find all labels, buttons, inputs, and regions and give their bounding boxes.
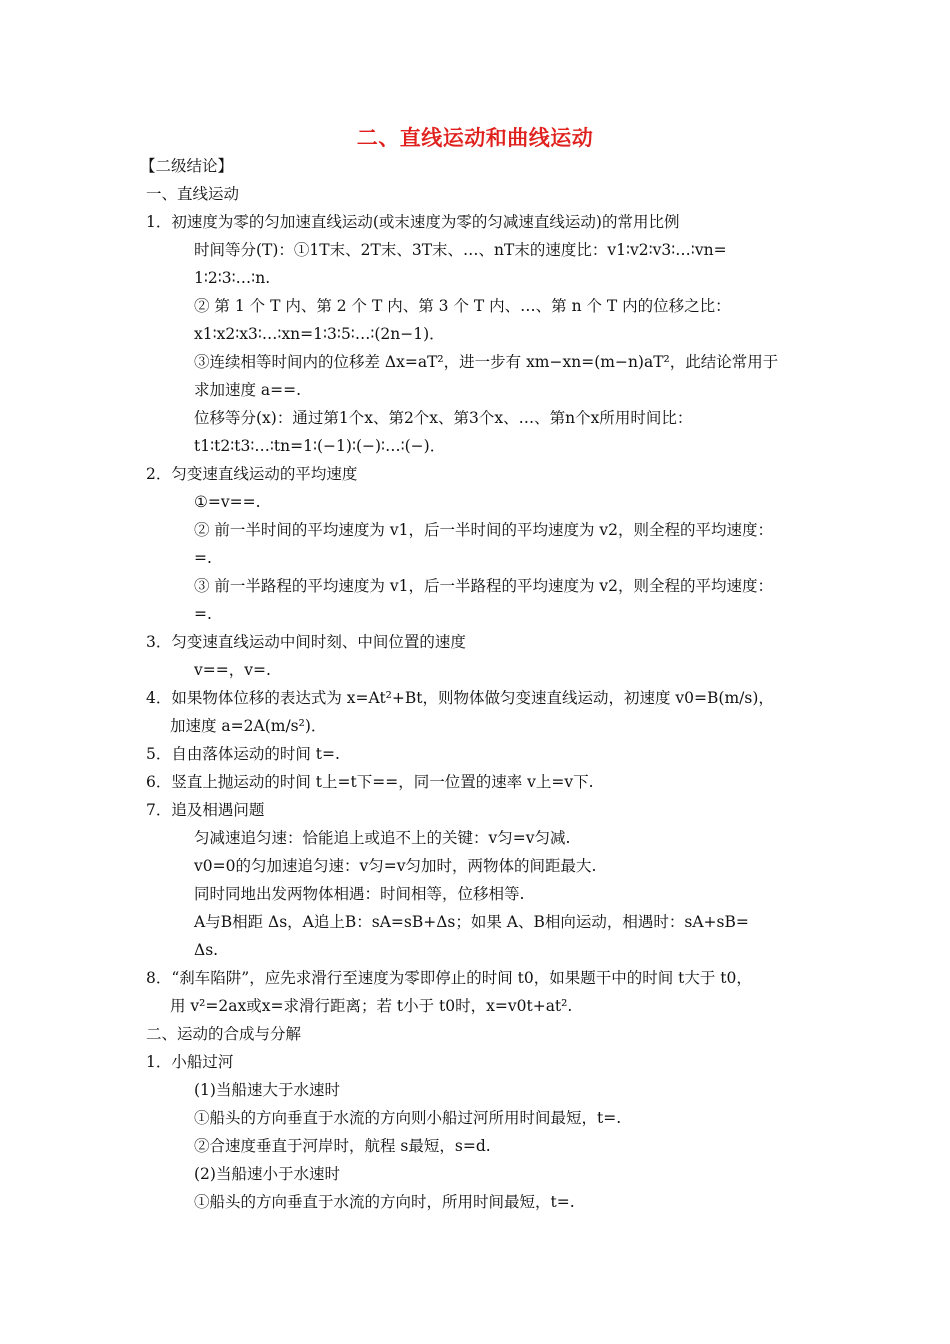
item-5: 5．自由落体运动的时间 t=.	[146, 745, 340, 763]
boat-case-1: (1)当船速大于水速时	[194, 1081, 340, 1099]
boat-case-1-shortest-time: ①船头的方向垂直于水流的方向则小船过河所用时间最短，t=.	[194, 1109, 622, 1127]
item-4-line1: 4．如果物体位移的表达式为 x=At²+Bt，则物体做匀变速直线运动，初速度 v0=B(m/s)，	[146, 689, 774, 707]
heading-composition: 二、运动的合成与分解	[146, 1025, 302, 1043]
item-2-half-time-line2: =.	[194, 549, 212, 567]
item-7-distance-line1: A与B相距 Δs，A追上B：sA=sB+Δs；如果 A、B相向运动，相遇时：sA+sB=	[194, 913, 749, 931]
item-7-same-start: 同时同地出发两物体相遇：时间相等，位移相等.	[194, 885, 525, 903]
item-1-heading: 1．初速度为零的匀加速直线运动(或末速度为零的匀减速直线运动)的常用比例	[146, 213, 680, 231]
item-1-displacement-ratio-line1: ② 第 1 个 T 内、第 2 个 T 内、第 3 个 T 内、…、第 n 个 T 内的位移之比：	[194, 297, 731, 315]
item-8-line1: 8．“刹车陷阱”，应先求滑行至速度为零即停止的时间 t0，如果题干中的时间 t大于 t0，	[146, 969, 752, 987]
item-8-line2: 用 v²=2ax或x=求滑行距离；若 t小于 t0时，x=v0t+at².	[170, 997, 573, 1015]
item-6: 6．竖直上抛运动的时间 t上=t下==，同一位置的速率 v上=v下.	[146, 773, 594, 791]
page-title: 二、直线运动和曲线运动	[356, 126, 594, 150]
heading-linear-motion: 一、直线运动	[146, 185, 240, 203]
item-1-difference-line1: ③连续相等时间内的位移差 Δx=aT²，进一步有 xm−xn=(m−n)aT²，此结论常用于	[194, 353, 779, 371]
item-3-formula: v==，v=.	[194, 661, 271, 679]
item-1-time-ratio-line1: 时间等分(T)：①1T末、2T末、3T末、…、nT末的速度比：v1∶v2∶v3∶…∶vn=	[194, 241, 727, 259]
item-2-formula: ①=v==.	[194, 493, 261, 511]
item-3-heading: 3．匀变速直线运动中间时刻、中间位置的速度	[146, 633, 466, 651]
item-7-distance-line2: Δs.	[194, 941, 219, 959]
item-7-accel-chase: v0=0的匀加速追匀速：v匀=v匀加时，两物体的间距最大.	[194, 857, 597, 875]
item-1-displacement-ratio-line2: x1∶x2∶x3∶…∶xn=1∶3∶5∶…∶(2n−1)．	[194, 325, 445, 343]
item-1-time-ratio-line2: 1∶2∶3∶…∶n.	[194, 269, 271, 287]
boat-case-1-shortest-path: ②合速度垂直于河岸时，航程 s最短，s=d.	[194, 1137, 491, 1155]
boat-heading: 1．小船过河	[146, 1053, 234, 1071]
item-7-decel-chase: 匀减速追匀速：恰能追上或追不上的关键：v匀=v匀减.	[194, 829, 571, 847]
item-7-heading: 7．追及相遇问题	[146, 801, 265, 819]
section-tag: 【二级结论】	[140, 157, 234, 175]
item-2-half-distance-line1: ③ 前一半路程的平均速度为 v1，后一半路程的平均速度为 v2，则全程的平均速度：	[194, 577, 774, 595]
item-1-difference-line2: 求加速度 a==.	[194, 381, 302, 399]
boat-case-2-shortest-time: ①船头的方向垂直于水流的方向时，所用时间最短，t=.	[194, 1193, 575, 1211]
item-1-equal-displacement-line2: t1∶t2∶t3∶…∶tn=1∶(−1)∶(−)∶…∶(−)．	[194, 437, 446, 455]
item-2-half-time-line1: ② 前一半时间的平均速度为 v1，后一半时间的平均速度为 v2，则全程的平均速度：	[194, 521, 774, 539]
boat-case-2: (2)当船速小于水速时	[194, 1165, 340, 1183]
item-2-heading: 2．匀变速直线运动的平均速度	[146, 465, 358, 483]
item-2-half-distance-line2: =.	[194, 605, 212, 623]
item-1-equal-displacement-line1: 位移等分(x)：通过第1个x、第2个x、第3个x、…、第n个x所用时间比：	[194, 409, 693, 427]
item-4-line2: 加速度 a=2A(m/s²)．	[170, 717, 327, 735]
